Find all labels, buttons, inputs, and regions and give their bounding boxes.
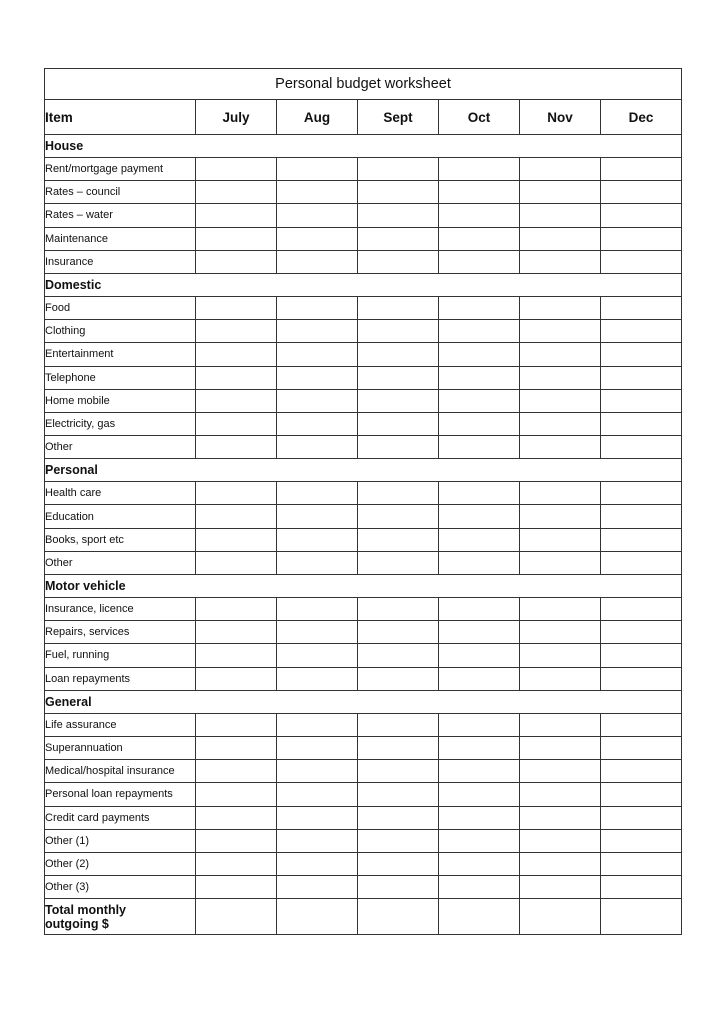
table-row (45, 320, 682, 343)
amount-cell[interactable] (601, 528, 682, 551)
amount-cell[interactable] (358, 598, 439, 621)
item-label: Rates – water (45, 204, 196, 227)
amount-cell[interactable] (601, 181, 682, 204)
table-row (45, 343, 682, 366)
amount-cell[interactable] (601, 366, 682, 389)
total-row (45, 899, 682, 935)
amount-cell[interactable] (439, 551, 520, 574)
table-row (45, 181, 682, 204)
amount-cell[interactable] (520, 181, 601, 204)
total-cell[interactable] (196, 899, 277, 935)
item-label: Life assurance (45, 713, 196, 736)
amount-cell[interactable] (601, 204, 682, 227)
amount-cell[interactable] (358, 806, 439, 829)
amount-cell[interactable] (520, 667, 601, 690)
item-label: Other (3) (45, 876, 196, 899)
item-label: Clothing (45, 320, 196, 343)
item-label: Medical/hospital insurance (45, 760, 196, 783)
section-row (45, 575, 682, 598)
amount-cell[interactable] (439, 528, 520, 551)
amount-cell[interactable] (358, 389, 439, 412)
table-row (45, 876, 682, 899)
item-label: Other (45, 551, 196, 574)
amount-cell[interactable] (520, 876, 601, 899)
amount-cell[interactable] (277, 482, 358, 505)
amount-cell[interactable] (196, 227, 277, 250)
item-label: Books, sport etc (45, 528, 196, 551)
amount-cell[interactable] (277, 204, 358, 227)
amount-cell[interactable] (520, 829, 601, 852)
amount-cell[interactable] (196, 806, 277, 829)
item-label: Superannuation (45, 736, 196, 759)
table-row (45, 621, 682, 644)
amount-cell[interactable] (601, 644, 682, 667)
item-label: Insurance, licence (45, 598, 196, 621)
amount-cell[interactable] (358, 852, 439, 875)
amount-cell[interactable] (196, 667, 277, 690)
item-label: Health care (45, 482, 196, 505)
amount-cell[interactable] (439, 736, 520, 759)
amount-cell[interactable] (277, 343, 358, 366)
amount-cell[interactable] (196, 436, 277, 459)
amount-cell[interactable] (358, 181, 439, 204)
section-row (45, 135, 682, 158)
amount-cell[interactable] (601, 760, 682, 783)
header-row (45, 100, 682, 135)
amount-cell[interactable] (358, 713, 439, 736)
amount-cell[interactable] (358, 482, 439, 505)
amount-cell[interactable] (439, 436, 520, 459)
table-row (45, 158, 682, 181)
table-row (45, 713, 682, 736)
amount-cell[interactable] (520, 783, 601, 806)
amount-cell[interactable] (601, 482, 682, 505)
amount-cell[interactable] (439, 667, 520, 690)
item-label: Fuel, running (45, 644, 196, 667)
month-header-sept: Sept (358, 100, 439, 135)
item-label: Loan repayments (45, 667, 196, 690)
table-row (45, 482, 682, 505)
amount-cell[interactable] (277, 389, 358, 412)
amount-cell[interactable] (520, 204, 601, 227)
item-label: Other (2) (45, 852, 196, 875)
table-row (45, 806, 682, 829)
amount-cell[interactable] (520, 436, 601, 459)
amount-cell[interactable] (520, 621, 601, 644)
amount-cell[interactable] (520, 852, 601, 875)
section-row (45, 459, 682, 482)
amount-cell[interactable] (358, 158, 439, 181)
amount-cell[interactable] (358, 783, 439, 806)
item-label: Telephone (45, 366, 196, 389)
amount-cell[interactable] (277, 158, 358, 181)
amount-cell[interactable] (601, 158, 682, 181)
worksheet-body (45, 135, 682, 899)
amount-cell[interactable] (277, 551, 358, 574)
section-row (45, 273, 682, 296)
amount-cell[interactable] (277, 598, 358, 621)
month-header-oct: Oct (439, 100, 520, 135)
amount-cell[interactable] (358, 644, 439, 667)
amount-cell[interactable] (196, 783, 277, 806)
table-row (45, 644, 682, 667)
worksheet-title: Personal budget worksheet (45, 69, 682, 100)
table-row (45, 436, 682, 459)
amount-cell[interactable] (601, 505, 682, 528)
amount-cell[interactable] (439, 806, 520, 829)
amount-cell[interactable] (520, 551, 601, 574)
amount-cell[interactable] (601, 598, 682, 621)
item-label: Other (1) (45, 829, 196, 852)
amount-cell[interactable] (601, 829, 682, 852)
amount-cell[interactable] (277, 876, 358, 899)
table-row (45, 389, 682, 412)
amount-cell[interactable] (277, 621, 358, 644)
amount-cell[interactable] (277, 713, 358, 736)
amount-cell[interactable] (196, 204, 277, 227)
amount-cell[interactable] (439, 482, 520, 505)
section-heading: Domestic (45, 273, 682, 296)
amount-cell[interactable] (277, 644, 358, 667)
amount-cell[interactable] (601, 783, 682, 806)
amount-cell[interactable] (601, 621, 682, 644)
amount-cell[interactable] (196, 736, 277, 759)
amount-cell[interactable] (277, 227, 358, 250)
amount-cell[interactable] (520, 760, 601, 783)
amount-cell[interactable] (277, 736, 358, 759)
amount-cell[interactable] (520, 644, 601, 667)
amount-cell[interactable] (439, 320, 520, 343)
amount-cell[interactable] (277, 412, 358, 435)
amount-cell[interactable] (196, 551, 277, 574)
amount-cell[interactable] (601, 806, 682, 829)
amount-cell[interactable] (439, 343, 520, 366)
table-row (45, 227, 682, 250)
amount-cell[interactable] (520, 713, 601, 736)
amount-cell[interactable] (358, 760, 439, 783)
amount-cell[interactable] (358, 621, 439, 644)
amount-cell[interactable] (277, 505, 358, 528)
amount-cell[interactable] (601, 852, 682, 875)
table-row (45, 250, 682, 273)
item-label: Maintenance (45, 227, 196, 250)
amount-cell[interactable] (196, 713, 277, 736)
total-cell[interactable] (358, 899, 439, 935)
amount-cell[interactable] (520, 736, 601, 759)
amount-cell[interactable] (277, 829, 358, 852)
amount-cell[interactable] (439, 852, 520, 875)
amount-cell[interactable] (277, 852, 358, 875)
amount-cell[interactable] (439, 412, 520, 435)
amount-cell[interactable] (439, 158, 520, 181)
item-label: Personal loan repayments (45, 783, 196, 806)
item-label: Rent/mortgage payment (45, 158, 196, 181)
amount-cell[interactable] (358, 528, 439, 551)
amount-cell[interactable] (196, 528, 277, 551)
amount-cell[interactable] (358, 296, 439, 319)
amount-cell[interactable] (439, 876, 520, 899)
amount-cell[interactable] (439, 505, 520, 528)
amount-cell[interactable] (196, 250, 277, 273)
amount-cell[interactable] (196, 505, 277, 528)
amount-cell[interactable] (358, 736, 439, 759)
amount-cell[interactable] (358, 320, 439, 343)
amount-cell[interactable] (520, 250, 601, 273)
amount-cell[interactable] (439, 366, 520, 389)
amount-cell[interactable] (196, 296, 277, 319)
amount-cell[interactable] (601, 551, 682, 574)
amount-cell[interactable] (439, 829, 520, 852)
amount-cell[interactable] (439, 783, 520, 806)
table-row (45, 736, 682, 759)
amount-cell[interactable] (601, 343, 682, 366)
item-label: Education (45, 505, 196, 528)
amount-cell[interactable] (196, 320, 277, 343)
amount-cell[interactable] (196, 366, 277, 389)
amount-cell[interactable] (196, 621, 277, 644)
amount-cell[interactable] (358, 366, 439, 389)
section-row (45, 690, 682, 713)
amount-cell[interactable] (439, 389, 520, 412)
amount-cell[interactable] (439, 296, 520, 319)
amount-cell[interactable] (439, 204, 520, 227)
item-label: Other (45, 436, 196, 459)
amount-cell[interactable] (520, 528, 601, 551)
month-header-nov: Nov (520, 100, 601, 135)
amount-cell[interactable] (601, 412, 682, 435)
amount-cell[interactable] (277, 528, 358, 551)
table-row (45, 366, 682, 389)
total-label (45, 899, 196, 935)
item-column-header: Item (45, 100, 196, 135)
table-row (45, 528, 682, 551)
table-row (45, 829, 682, 852)
amount-cell[interactable] (196, 482, 277, 505)
section-heading: General (45, 690, 682, 713)
amount-cell[interactable] (196, 343, 277, 366)
amount-cell[interactable] (196, 181, 277, 204)
amount-cell[interactable] (601, 320, 682, 343)
item-label: Rates – council (45, 181, 196, 204)
amount-cell[interactable] (601, 250, 682, 273)
amount-cell[interactable] (601, 389, 682, 412)
amount-cell[interactable] (601, 713, 682, 736)
amount-cell[interactable] (520, 343, 601, 366)
amount-cell[interactable] (196, 876, 277, 899)
amount-cell[interactable] (439, 621, 520, 644)
amount-cell[interactable] (520, 806, 601, 829)
amount-cell[interactable] (520, 389, 601, 412)
amount-cell[interactable] (601, 667, 682, 690)
table-row (45, 852, 682, 875)
amount-cell[interactable] (358, 204, 439, 227)
total-cell[interactable] (601, 899, 682, 935)
amount-cell[interactable] (601, 296, 682, 319)
amount-cell[interactable] (439, 181, 520, 204)
item-label: Repairs, services (45, 621, 196, 644)
amount-cell[interactable] (277, 783, 358, 806)
item-label: Food (45, 296, 196, 319)
table-row (45, 296, 682, 319)
amount-cell[interactable] (358, 876, 439, 899)
section-heading: Personal (45, 459, 682, 482)
amount-cell[interactable] (196, 158, 277, 181)
amount-cell[interactable] (601, 227, 682, 250)
amount-cell[interactable] (277, 760, 358, 783)
amount-cell[interactable] (196, 852, 277, 875)
item-label: Home mobile (45, 389, 196, 412)
amount-cell[interactable] (277, 296, 358, 319)
amount-cell[interactable] (196, 829, 277, 852)
amount-cell[interactable] (277, 181, 358, 204)
amount-cell[interactable] (520, 482, 601, 505)
item-label: Insurance (45, 250, 196, 273)
amount-cell[interactable] (439, 227, 520, 250)
section-heading: Motor vehicle (45, 575, 682, 598)
total-cell[interactable] (439, 899, 520, 935)
amount-cell[interactable] (196, 598, 277, 621)
amount-cell[interactable] (520, 598, 601, 621)
amount-cell[interactable] (358, 343, 439, 366)
month-header-july: July (196, 100, 277, 135)
amount-cell[interactable] (196, 644, 277, 667)
amount-cell[interactable] (277, 320, 358, 343)
amount-cell[interactable] (277, 366, 358, 389)
amount-cell[interactable] (277, 667, 358, 690)
item-label: Electricity, gas (45, 412, 196, 435)
amount-cell[interactable] (439, 598, 520, 621)
table-row (45, 505, 682, 528)
amount-cell[interactable] (601, 436, 682, 459)
amount-cell[interactable] (439, 644, 520, 667)
amount-cell[interactable] (439, 713, 520, 736)
amount-cell[interactable] (196, 412, 277, 435)
amount-cell[interactable] (358, 436, 439, 459)
total-cell[interactable] (520, 899, 601, 935)
amount-cell[interactable] (358, 412, 439, 435)
amount-cell[interactable] (358, 667, 439, 690)
amount-cell[interactable] (277, 250, 358, 273)
table-row (45, 760, 682, 783)
month-header-dec: Dec (601, 100, 682, 135)
amount-cell[interactable] (520, 227, 601, 250)
amount-cell[interactable] (439, 760, 520, 783)
amount-cell[interactable] (358, 551, 439, 574)
amount-cell[interactable] (439, 250, 520, 273)
amount-cell[interactable] (601, 876, 682, 899)
table-row (45, 204, 682, 227)
amount-cell[interactable] (520, 158, 601, 181)
amount-cell[interactable] (520, 412, 601, 435)
table-row (45, 783, 682, 806)
amount-cell[interactable] (601, 736, 682, 759)
amount-cell[interactable] (520, 366, 601, 389)
amount-cell[interactable] (520, 505, 601, 528)
amount-cell[interactable] (520, 320, 601, 343)
budget-worksheet-table (44, 68, 682, 935)
item-label: Credit card payments (45, 806, 196, 829)
amount-cell[interactable] (358, 227, 439, 250)
item-label: Entertainment (45, 343, 196, 366)
table-row (45, 667, 682, 690)
amount-cell[interactable] (196, 389, 277, 412)
table-row (45, 551, 682, 574)
amount-cell[interactable] (358, 250, 439, 273)
total-label-line1: Total monthly (45, 902, 127, 917)
total-cell[interactable] (277, 899, 358, 935)
amount-cell[interactable] (358, 505, 439, 528)
amount-cell[interactable] (277, 436, 358, 459)
total-label-line2: outgoing $ (45, 916, 109, 931)
amount-cell[interactable] (277, 806, 358, 829)
section-heading: House (45, 135, 682, 158)
amount-cell[interactable] (196, 760, 277, 783)
table-row (45, 598, 682, 621)
amount-cell[interactable] (358, 829, 439, 852)
amount-cell[interactable] (520, 296, 601, 319)
month-header-aug: Aug (277, 100, 358, 135)
table-row (45, 412, 682, 435)
